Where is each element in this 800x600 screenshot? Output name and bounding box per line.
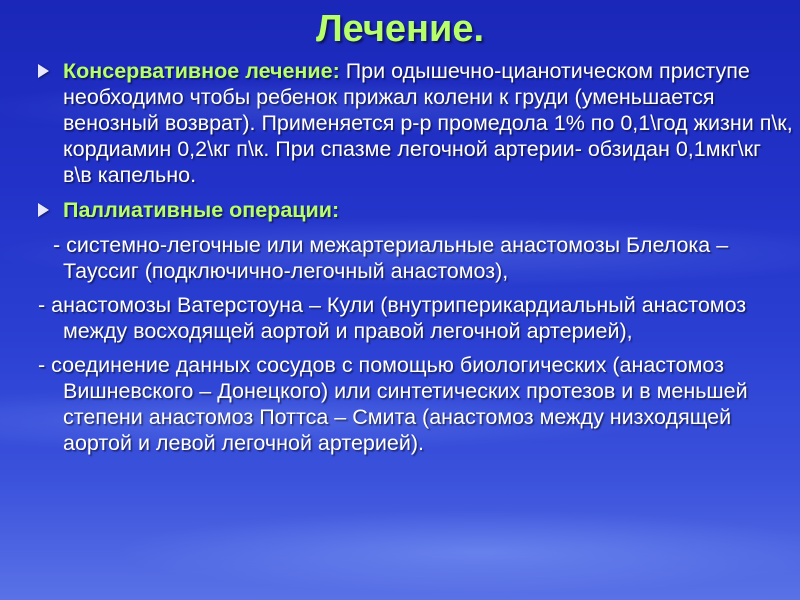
slide-title: Лечение. — [315, 8, 485, 50]
arrow-bullet-icon — [38, 203, 49, 217]
sub-item: - соединение данных сосудов с помощью биологических (анастомоз Вишневского – Донецкого) или синтетических протезов и в меньшей степени анастомоз Поттса – Смита (анастомоз между низходящей аортой и левой легочной артерией). — [38, 353, 748, 455]
bullet-item-palliative — [36, 197, 794, 223]
sub-item: - системно-легочные или межартериальные анастомозы Блелока – Таусcиг (подключично-легочный анастомоз), — [53, 233, 729, 283]
bullet-heading: Консервативное лечение: — [63, 59, 340, 83]
slide-content — [36, 58, 794, 464]
sub-item: - анастомозы Ватерстоуна – Кули (внутриперикардиальный анастомоз между восходящей аортой и правой легочной артерией), — [38, 293, 747, 343]
bullet-heading: Паллиативные операции: — [63, 198, 340, 222]
bullet-item-conservative — [36, 58, 794, 188]
bullet-text: При одышечно-цианотическом приступе необходимо чтобы ребенок прижал колени к груди (уменьшается венозный возврат). Применяется р-р промедола 1% по 0,1\год жизни п\к, кордиамин 0,2\кг п\к. При спазме легочной артерии- обзидан 0,1мкг\кг в\в капельно. — [63, 59, 793, 187]
arrow-bullet-icon — [38, 64, 49, 78]
